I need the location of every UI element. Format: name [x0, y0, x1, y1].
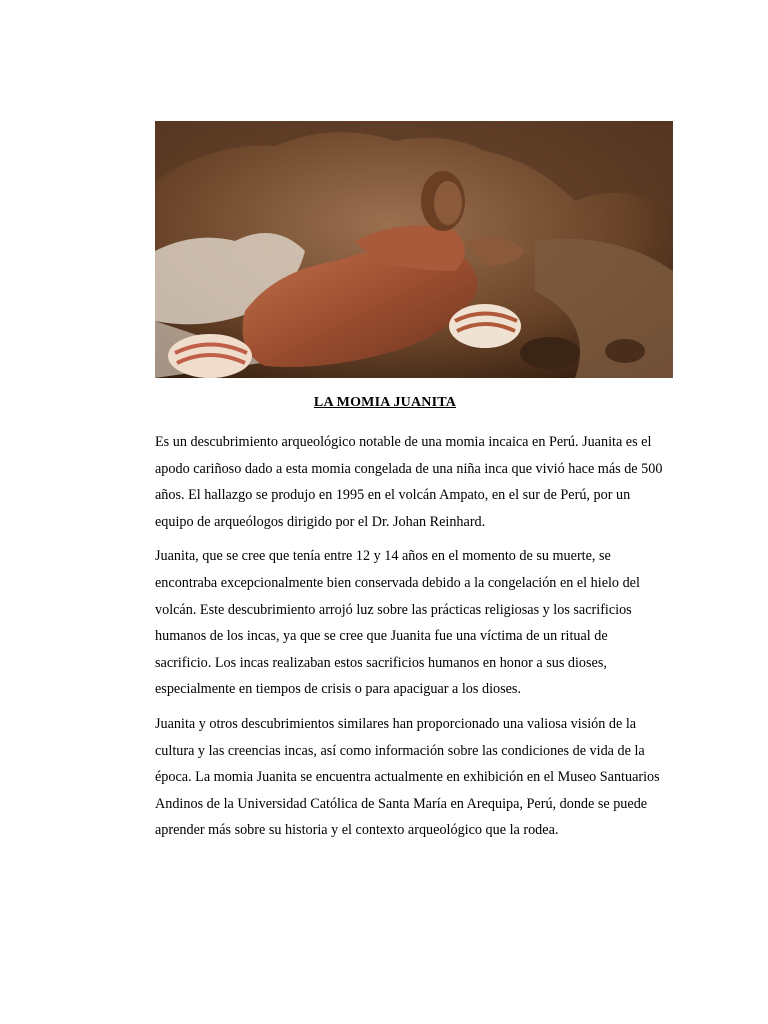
- document-title: LA MOMIA JUANITA: [313, 395, 457, 410]
- paragraph: Juanita, que se cree que tenía entre 12 y 14 años en el momento de su muerte, se encontraba excepcionalmente bien conservada debido a la congelación en el hielo del volcán. Este descubrimiento arrojó luz sobre las prácticas religiosas y los sacrificios humanos de los incas, ya que se cree que Juanita fue una víctima de un ritual de sacrificio. Los incas realizaban estos sacrificios humanos en honor a sus dioses, especialmente en tiempos de crisis o para apaciguar a los dioses.: [155, 548, 640, 698]
- paragraph: Juanita y otros descubrimientos similares han proporcionado una valiosa visión de la cultura y las creencias incas, así como información sobre las condiciones de vida de la época. La momia Juanita se encuentra actualmente en exhibición en el Museo Santuarios Andinos de la Universidad Católica de Santa María en Arequipa, Perú, donde se puede aprender más sobre su historia y el contexto arqueológico que la rodea.: [155, 715, 660, 839]
- mummy-photo: [155, 121, 673, 378]
- document-body: [155, 429, 665, 852]
- paragraph: Es un descubrimiento arqueológico notable de una momia incaica en Perú. Juanita es el apodo cariñoso dado a esta momia congelada de una niña inca que vivió hace más de 500 años. El hallazgo se produjo en 1995 en el volcán Ampato, en el sur de Perú, por un equipo de arqueólogos dirigido por el Dr. Johan Reinhard.: [155, 434, 663, 530]
